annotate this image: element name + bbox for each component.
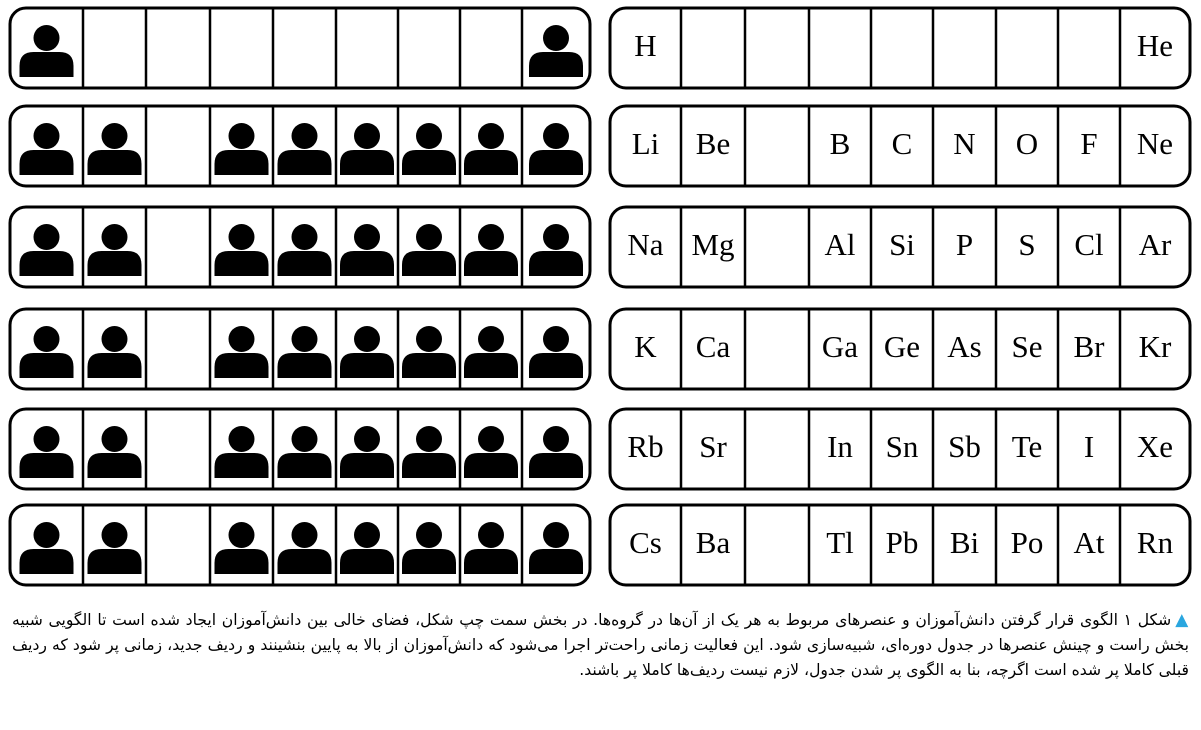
element-symbol: Ca	[695, 329, 731, 364]
element-symbol: He	[1136, 28, 1174, 63]
element-symbol: Cl	[1074, 227, 1104, 262]
element-symbol: As	[947, 329, 982, 364]
element-row	[610, 106, 1190, 186]
element-symbol: B	[829, 126, 851, 161]
element-symbol: Sb	[948, 429, 981, 464]
caption-text: شکل ۱ الگوی قرار گرفتن دانش‌آموزان و عنصرهای مربوط به هر یک از آن‌ها در گروه‌ها. در بخش سمت چپ شکل، فضای خالی بین دانش‌آموزان ایجاد شده است تا الگویی شبیه بخش راست و چینش عنصرها در جدول دوره‌ای، شبیه‌سازی شود. این فعالیت زمانی راحت‌تر اجرا می‌شود که دانش‌آموزان از بالا به پایین بنشینند و ردیف جدید، زمانی پر شود که ردیف قبلی کاملا پر شده است اگرچه، بنا به الگوی پر شدن جدول، لازم نیست ردیف‌ها کاملا پر باشند.	[12, 611, 1189, 679]
element-symbol: Xe	[1136, 429, 1174, 464]
element-symbol: Li	[631, 126, 660, 161]
element-symbol: Na	[627, 227, 664, 262]
student-row	[10, 207, 590, 287]
element-symbol: H	[634, 28, 657, 63]
figure-caption	[12, 608, 1189, 683]
caption-marker-icon: ▲	[1175, 610, 1189, 630]
element-symbol: Be	[695, 126, 731, 161]
student-row	[10, 309, 590, 389]
element-symbol: Mg	[691, 227, 735, 262]
element-symbol: F	[1080, 126, 1098, 161]
element-symbol: Rn	[1136, 525, 1174, 560]
student-row	[10, 8, 590, 88]
element-row	[610, 409, 1190, 489]
element-symbol: Se	[1011, 329, 1043, 364]
element-symbol: Si	[889, 227, 915, 262]
element-symbol: K	[634, 329, 657, 364]
element-symbol: S	[1018, 227, 1036, 262]
student-row	[10, 106, 590, 186]
element-symbol: Pb	[885, 525, 919, 560]
element-symbol: I	[1083, 429, 1095, 464]
element-symbol: C	[891, 126, 913, 161]
element-symbol: Sn	[885, 429, 919, 464]
element-symbol: Kr	[1138, 329, 1172, 364]
element-symbol: Rb	[627, 429, 664, 464]
element-symbol: N	[953, 126, 976, 161]
element-symbol: Bi	[949, 525, 980, 560]
element-symbol: Ga	[821, 329, 859, 364]
element-symbol: Ge	[883, 329, 921, 364]
element-symbol: Po	[1010, 525, 1044, 560]
student-row	[10, 409, 590, 489]
element-symbol: In	[827, 429, 853, 464]
element-symbol: P	[955, 227, 974, 262]
element-symbol: O	[1015, 126, 1039, 161]
element-symbol: Ba	[695, 525, 731, 560]
element-symbol: Sr	[699, 429, 727, 464]
element-symbol: Al	[824, 227, 856, 262]
element-symbol: Ne	[1136, 126, 1174, 161]
element-symbol: Br	[1073, 329, 1105, 364]
element-row	[610, 505, 1190, 585]
element-row	[610, 8, 1190, 88]
element-symbol: Tl	[826, 525, 854, 560]
element-symbol: Cs	[629, 525, 662, 560]
element-symbol: At	[1073, 525, 1105, 560]
row-frame	[10, 8, 590, 88]
student-row	[10, 505, 590, 585]
element-row	[610, 207, 1190, 287]
element-row	[610, 309, 1190, 389]
element-symbol: Te	[1011, 429, 1043, 464]
element-symbol: Ar	[1138, 227, 1172, 262]
row-frame	[610, 8, 1190, 88]
